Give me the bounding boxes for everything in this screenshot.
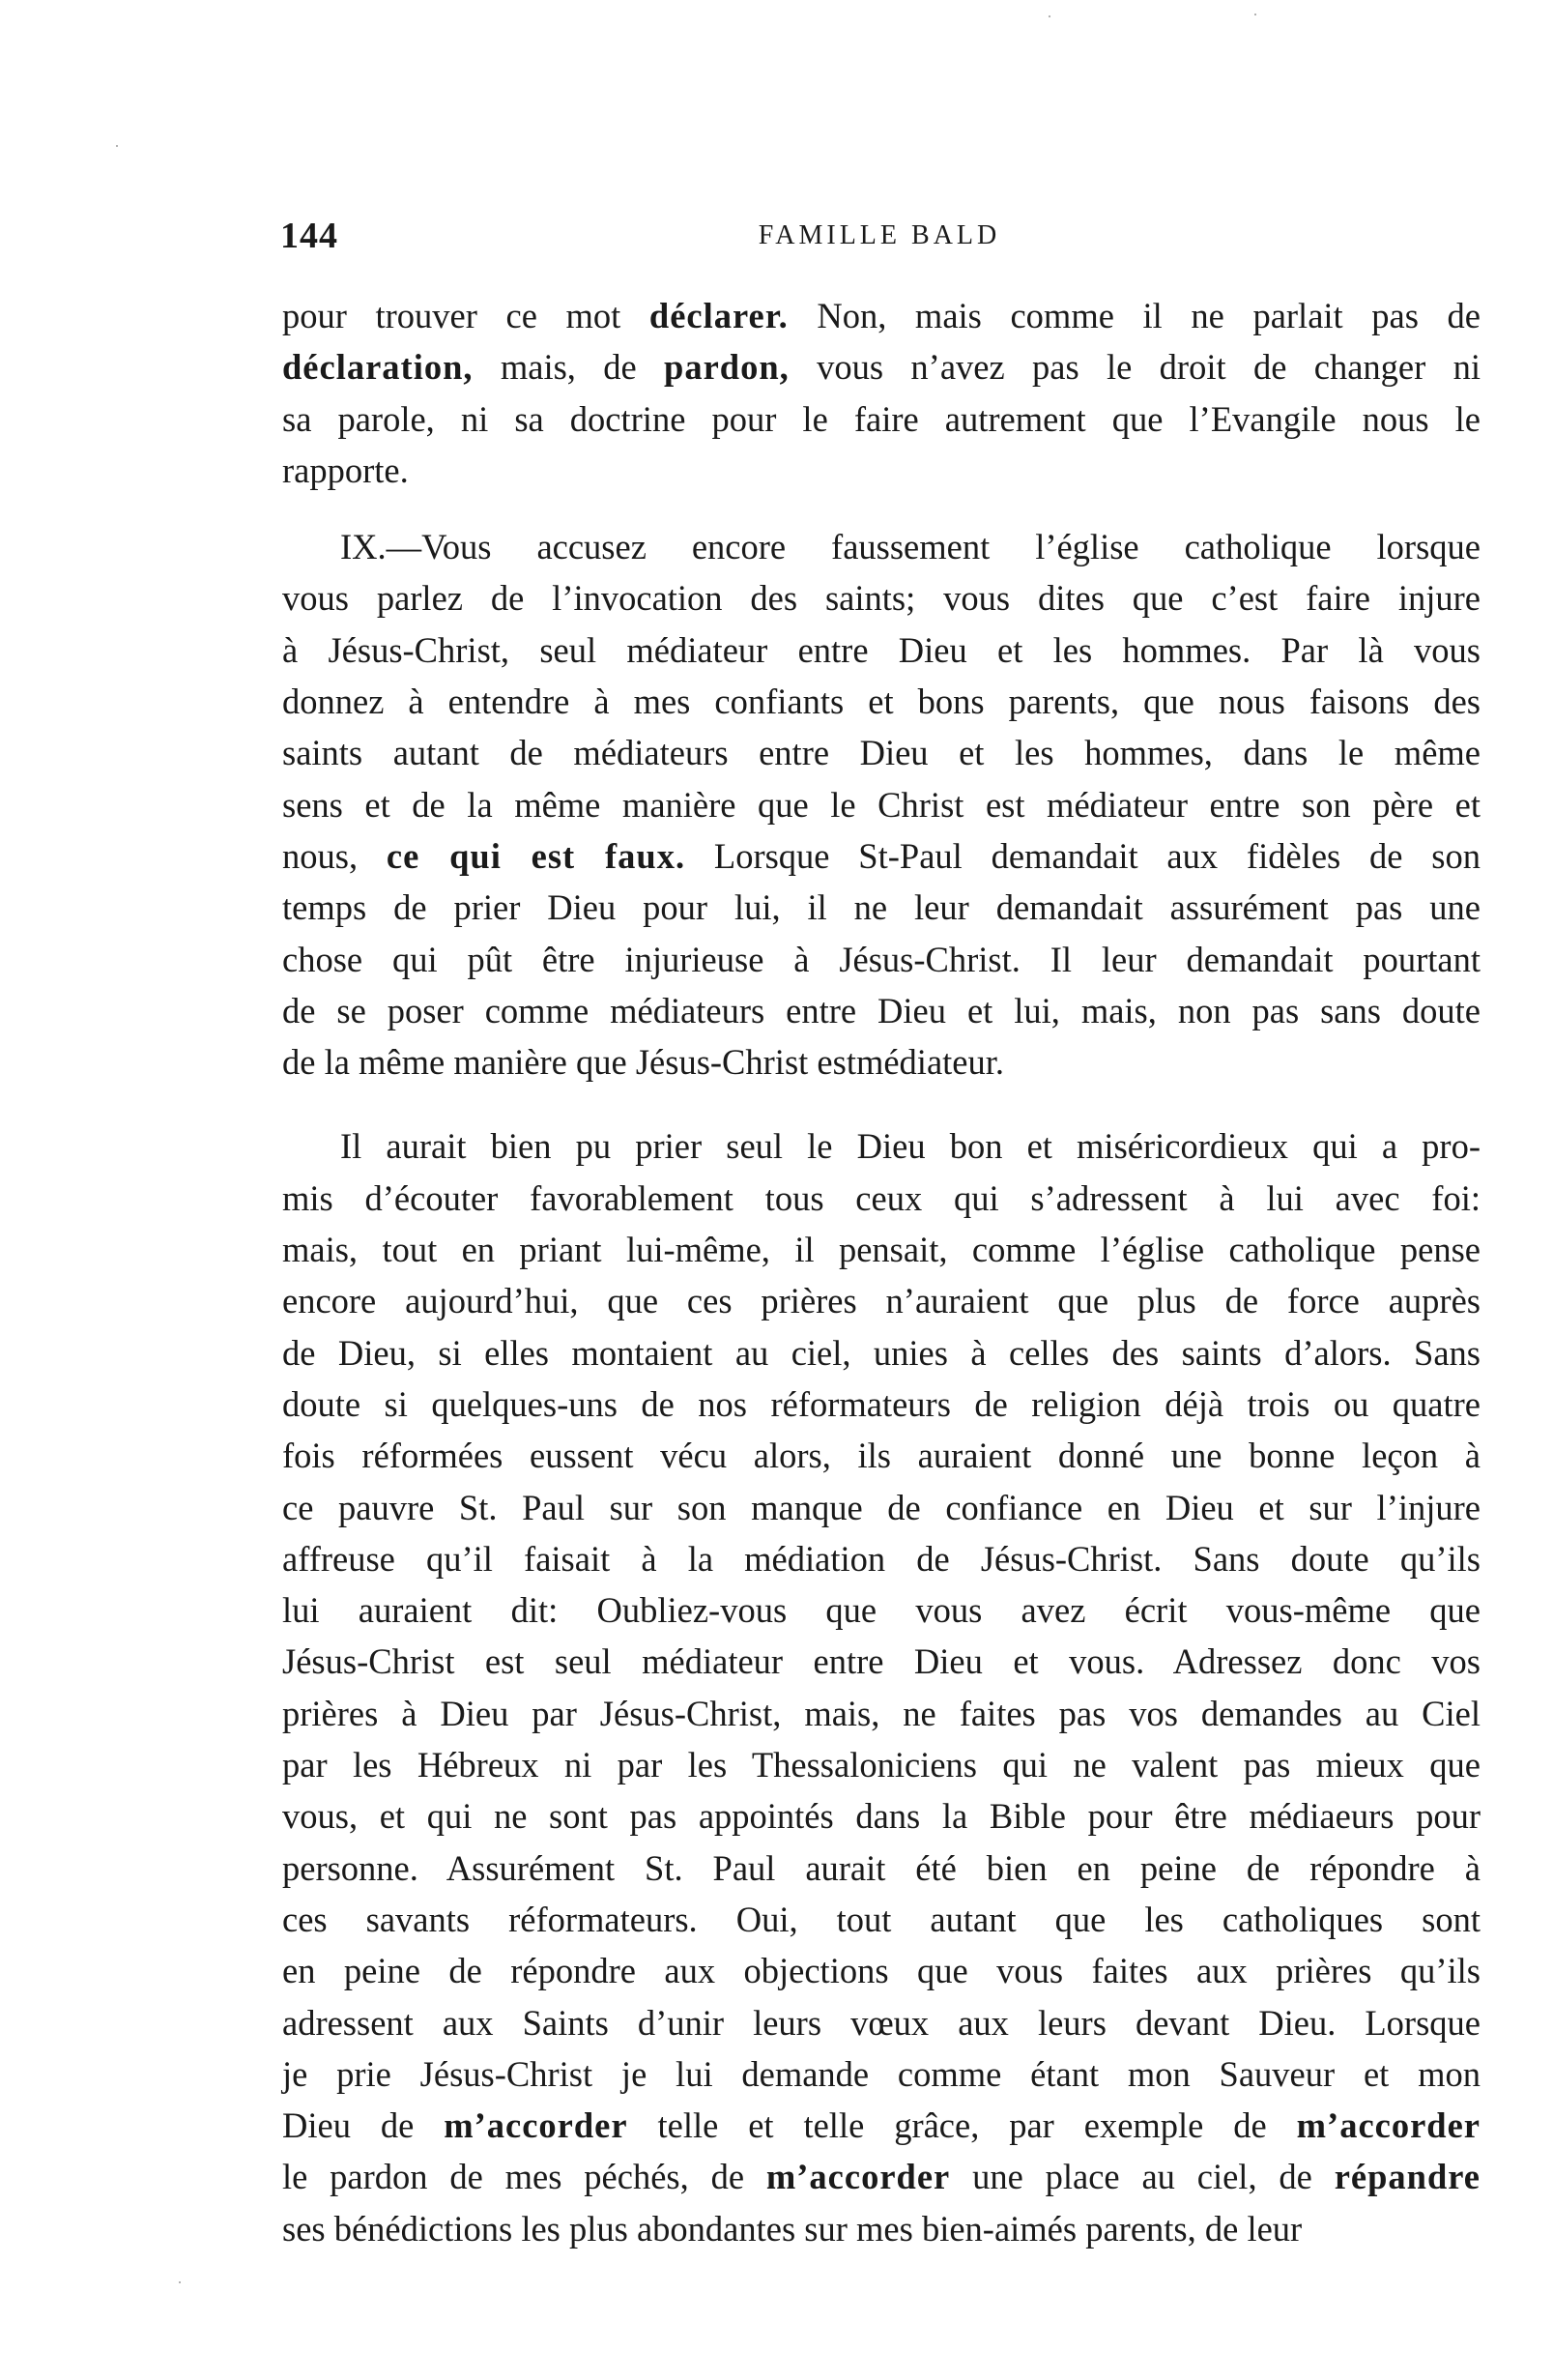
text-line	[282, 934, 1481, 985]
paper-speck	[1049, 15, 1050, 17]
text-run: adressent aux Saints d’unir leurs vœux aux leurs devant Dieu. Lorsque	[282, 2002, 1481, 2043]
emphasized-word: ce qui est faux.	[386, 835, 686, 876]
text-run: IX.—Vous accusez encore faussement l’église catholique lorsque	[340, 527, 1481, 567]
text-line	[282, 2100, 1481, 2151]
text-run: ce pauvre St. Paul sur son manque de confiance en Dieu et sur l’injure	[282, 1487, 1481, 1527]
text-line	[282, 1275, 1481, 1326]
text-run: donnez à entendre à mes confiants et bons parents, que nous faisons des	[282, 682, 1481, 722]
emphasized-word: déclaration,	[282, 347, 474, 388]
page-number: 144	[280, 216, 338, 256]
text-run: ses bénédictions les plus abondantes sur mes bien-aimés parents, de leur	[282, 2208, 1303, 2249]
paper-speck	[116, 145, 118, 147]
text-line	[282, 521, 1481, 572]
text-line	[282, 985, 1481, 1036]
text-line	[282, 1036, 1481, 1088]
text-line	[282, 882, 1481, 933]
emphasized-word: pardon,	[664, 347, 790, 388]
text-line	[282, 290, 1481, 341]
body-text	[282, 290, 1481, 2254]
text-line	[282, 1379, 1481, 1430]
text-line	[282, 1120, 1481, 1172]
running-title: FAMILLE BALD	[758, 220, 1001, 250]
paragraph-ix	[282, 521, 1481, 1088]
text-line	[282, 1224, 1481, 1275]
paper-speck	[1254, 14, 1256, 15]
text-line	[282, 1173, 1481, 1224]
text-run: temps de prier Dieu pour lui, il ne leur demandait assurément pas une	[282, 887, 1481, 928]
text-line	[282, 1843, 1481, 1894]
text-run: de Dieu, si elles montaient au ciel, unies à celles des saints d’alors. Sans	[282, 1332, 1481, 1373]
text-run: chose qui pût être injurieuse à Jésus-Christ. Il leur demandait pourtant	[282, 939, 1481, 979]
text-run: prières à Dieu par Jésus-Christ, mais, ne faites pas vos demandes au Ciel	[282, 1693, 1481, 1733]
text-run: de la même manière que Jésus-Christ estmédiateur.	[282, 1042, 1005, 1083]
text-run: saints autant de médiateurs entre Dieu et les hommes, dans le même	[282, 733, 1481, 773]
text-line	[282, 2048, 1481, 2100]
text-run: pour trouver ce mot	[282, 296, 649, 335]
emphasized-word: déclarer.	[648, 296, 789, 335]
text-line	[282, 393, 1481, 445]
text-line	[282, 830, 1481, 882]
text-run: le pardon de mes péchés, de	[282, 2157, 766, 2197]
text-run: Non, mais comme il ne parlait pas de	[788, 296, 1481, 335]
text-run: encore aujourd’hui, que ces prières n’auraient que plus de force auprès	[282, 1281, 1481, 1321]
text-run: nous,	[282, 835, 387, 876]
text-line	[282, 624, 1481, 676]
text-run: sa parole, ni sa doctrine pour le faire autrement que l’Evangile nous le	[282, 398, 1481, 439]
text-run: telle et telle grâce, par exemple de	[627, 2105, 1297, 2146]
text-line	[282, 1790, 1481, 1842]
paragraph-continuation	[282, 290, 1481, 496]
paper-speck	[179, 2281, 181, 2283]
text-run: affreuse qu’il faisait à la médiation de Jésus-Christ. Sans doute qu’ils	[282, 1538, 1481, 1579]
text-line	[282, 1327, 1481, 1379]
text-line	[282, 572, 1481, 624]
text-line	[282, 1430, 1481, 1481]
text-line	[282, 779, 1481, 830]
text-line	[282, 2203, 1481, 2254]
text-line	[282, 2151, 1481, 2202]
text-run: personne. Assurément St. Paul aurait été bien en peine de répondre à	[282, 1847, 1481, 1888]
text-run: Lorsque St-Paul demandait aux fidèles de son	[685, 835, 1481, 876]
text-line	[282, 1688, 1481, 1739]
text-line	[282, 676, 1481, 727]
text-run: lui auraient dit: Oubliez-vous que vous avez écrit vous-même que	[282, 1590, 1481, 1631]
text-run: vous n’avez pas le droit de changer ni	[789, 347, 1481, 388]
text-line	[282, 1636, 1481, 1687]
running-head	[280, 215, 1479, 263]
text-line	[282, 1997, 1481, 2048]
text-run: mis d’écouter favorablement tous ceux qui s’adressent à lui avec foi:	[282, 1177, 1481, 1218]
text-run: vous parlez de l’invocation des saints; vous dites que c’est faire injure	[282, 578, 1481, 619]
text-run: Dieu de	[282, 2105, 445, 2146]
text-run: mais, de	[473, 347, 665, 388]
text-line	[282, 1584, 1481, 1636]
emphasized-word: m’accorder	[444, 2105, 628, 2146]
text-run: sens et de la même manière que le Christ est médiateur entre son père et	[282, 784, 1481, 825]
text-run: je prie Jésus-Christ je lui demande comme étant mon Sauveur et mon	[282, 2053, 1481, 2094]
text-line	[282, 1894, 1481, 1945]
paragraph-st-paul	[282, 1120, 1481, 2254]
text-line	[282, 1482, 1481, 1533]
text-run: une place au ciel, de	[950, 2157, 1335, 2197]
text-line	[282, 1533, 1481, 1584]
text-run: Il aurait bien pu prier seul le Dieu bon et miséricordieux qui a pro-	[340, 1126, 1481, 1167]
text-run: mais, tout en priant lui-même, il pensait, comme l’église catholique pense	[282, 1230, 1481, 1270]
text-line	[282, 1945, 1481, 1996]
text-run: Jésus-Christ est seul médiateur entre Dieu et vous. Adressez donc vos	[282, 1641, 1481, 1682]
text-line	[282, 341, 1481, 392]
text-run: rapporte.	[282, 450, 409, 490]
text-run: fois réformées eussent vécu alors, ils auraient donné une bonne leçon à	[282, 1436, 1481, 1476]
text-run: en peine de répondre aux objections que vous faites aux prières qu’ils	[282, 1951, 1481, 1991]
text-line	[282, 727, 1481, 778]
text-run: vous, et qui ne sont pas appointés dans la Bible pour être médiaeurs pour	[282, 1796, 1481, 1837]
text-run: ces savants réformateurs. Oui, tout autant que les catholiques sont	[282, 1899, 1481, 1939]
text-run: à Jésus-Christ, seul médiateur entre Dieu et les hommes. Par là vous	[282, 629, 1481, 670]
emphasized-word: répandre	[1334, 2157, 1481, 2197]
emphasized-word: m’accorder	[1296, 2105, 1481, 2146]
emphasized-word: m’accorder	[765, 2157, 951, 2197]
text-run: par les Hébreux ni par les Thessaloniciens qui ne valent pas mieux que	[282, 1745, 1481, 1785]
text-line	[282, 445, 1481, 496]
text-run: doute si quelques-uns de nos réformateurs de religion déjà trois ou quatre	[282, 1383, 1481, 1424]
text-line	[282, 1739, 1481, 1790]
text-run: de se poser comme médiateurs entre Dieu et lui, mais, non pas sans doute	[282, 990, 1481, 1030]
